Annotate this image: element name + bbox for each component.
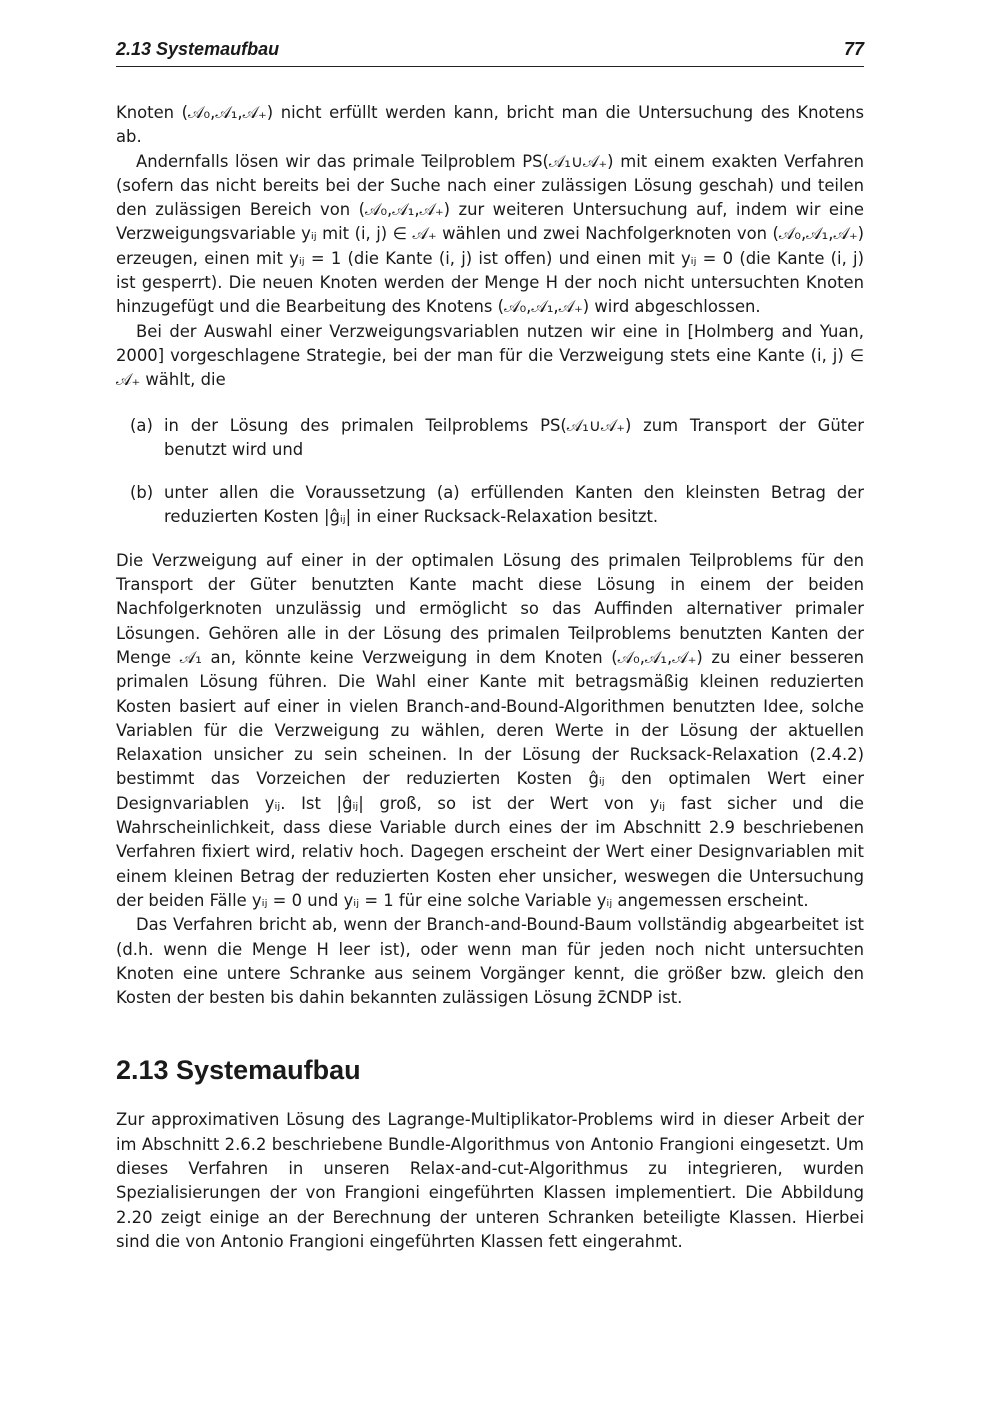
list-item-label: (a) <box>130 415 153 435</box>
page <box>116 36 864 1254</box>
header-page-number: 77 <box>843 39 864 59</box>
paragraph-4: Die Verzweigung auf einer in der optimalen Lösung des primalen Teilproblems für den Transport der Güter benutzten Kante macht diese Lösung in einem der beiden Nachfolgerknoten unzulässig und ermöglicht so das Auffinden alternativer primaler Lösungen. Gehören alle in der Lösung des primalen Teilproblems benutzten Kanten der Menge 𝒜₁ an, könnte keine Verzweigung in dem Knoten (𝒜₀,𝒜₁,𝒜₊) zu einer besseren primalen Lösung führen. Die Wahl einer Kante mit betragsmäßig kleinen reduzierten Kosten basiert auf einer in vielen Branch-and-Bound-Algorithmen benutzten Idee, solche Variablen für die Verzweigung zu wählen, deren Werte in der Lösung der aktuellen Relaxation unsicher zu sein scheinen. In der Lösung der Rucksack-Relaxation (2.4.2) bestimmt das Vorzeichen der reduzierten Kosten ĝᵢⱼ den optimalen Wert einer Designvariablen yᵢⱼ. Ist |ĝᵢⱼ| groß, so ist der Wert von yᵢⱼ fast sicher und die Wahrscheinlichkeit, dass diese Variable durch eines der im Abschnitt 2.9 beschriebenen Verfahren fixiert wird, relativ hoch. Dagegen erscheint der Wert einer Designvariablen mit einem kleinen Betrag der reduzierten Kosten eher unsicher, weswegen die Untersuchung der beiden Fälle yᵢⱼ = 0 und yᵢⱼ = 1 für eine solche Variable yᵢⱼ angemessen erscheint. <box>116 550 864 910</box>
paragraph-1: Knoten (𝒜₀,𝒜₁,𝒜₊) nicht erfüllt werden kann, bricht man die Untersuchung des Knotens ab. <box>116 103 864 147</box>
list-item <box>116 414 864 463</box>
list-item-label: (b) <box>130 483 154 503</box>
header-section-title: 2.13 Systemaufbau <box>116 39 280 59</box>
paragraph-3: Bei der Auswahl einer Verzweigungsvariablen nutzen wir eine in [Holmberg and Yuan, 2000] vorgeschlagene Strategie, bei der man für die Verzweigung stets eine Kante (i, j) ∈ 𝒜₊ wählt, die <box>116 321 864 390</box>
list-item-text: unter allen die Voraussetzung (a) erfüllenden Kanten den kleinsten Betrag der reduzierten Kosten |ĝᵢⱼ| in einer Rucksack-Relaxation besitzt. <box>164 483 864 527</box>
paragraph-5: Das Verfahren bricht ab, wenn der Branch-and-Bound-Baum vollständig abgearbeitet ist (d.h. wenn die Menge H leer ist), oder wenn man für jeden noch nicht untersuchten Knoten eine untere Schranke aus seinem Vorgänger kennt, die größer bzw. gleich den Kosten der besten bis dahin bekannten zulässigen Lösung z̄CNDP ist. <box>116 915 864 1008</box>
section-heading: 2.13 Systemaufbau <box>116 1055 361 1086</box>
list-item-text: in der Lösung des primalen Teilproblems PS(𝒜₁∪𝒜₊) zum Transport der Güter benutzt wird und <box>164 415 864 459</box>
body-text <box>116 101 864 1254</box>
list-item <box>116 481 864 530</box>
paragraph-6: Zur approximativen Lösung des Lagrange-Multiplikator-Problems wird in dieser Arbeit der im Abschnitt 2.6.2 beschriebene Bundle-Algorithmus von Antonio Frangioni eingesetzt. Um dieses Verfahren in unseren Relax-and-cut-Algorithmus zu integrieren, wurden Spezialisierungen der von Frangioni eingeführten Klassen implementiert. Die Abbildung 2.20 zeigt einige an der Berechnung der unteren Schranken beteiligte Klassen. Hierbei sind die von Antonio Frangioni eingeführten Klassen fett eingerahmt. <box>116 1110 864 1251</box>
paragraph-2: Andernfalls lösen wir das primale Teilproblem PS(𝒜₁∪𝒜₊) mit einem exakten Verfahren (sofern das nicht bereits bei der Suche nach einer zulässigen Lösung geschah) und teilen den zulässigen Bereich von (𝒜₀,𝒜₁,𝒜₊) zur weiteren Untersuchung auf, indem wir eine Verzweigungsvariable yᵢⱼ mit (i, j) ∈ 𝒜₊ wählen und zwei Nachfolgerknoten von (𝒜₀,𝒜₁,𝒜₊) erzeugen, einen mit yᵢⱼ = 1 (die Kante (i, j) ist offen) und einen mit yᵢⱼ = 0 (die Kante (i, j) ist gesperrt). Die neuen Knoten werden der Menge H der noch nicht untersuchten Knoten hinzugefügt und die Bearbeitung des Knotens (𝒜₀,𝒜₁,𝒜₊) wird abgeschlossen. <box>116 151 864 317</box>
running-header <box>116 36 864 67</box>
criteria-list <box>116 414 864 530</box>
